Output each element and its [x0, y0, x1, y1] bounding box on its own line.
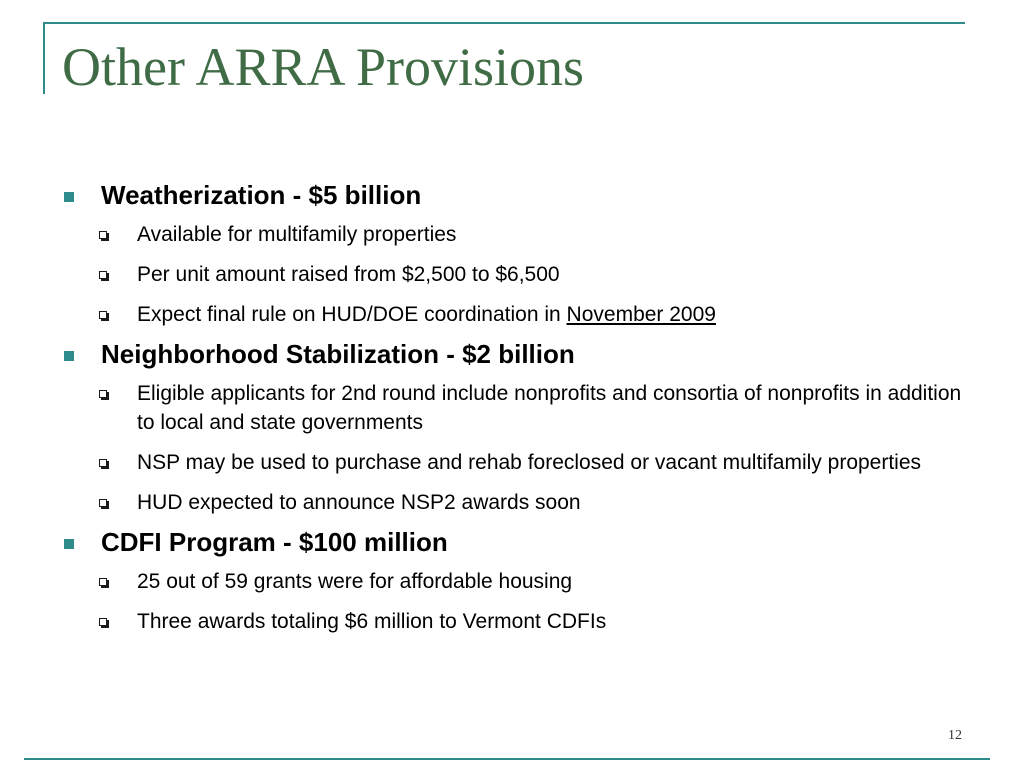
list-item [0, 220, 1024, 249]
section-weatherization [0, 178, 1024, 329]
list-item [0, 448, 1024, 477]
section-heading [0, 525, 1024, 559]
square-bullet-icon [64, 351, 74, 361]
list-item-text: Eligible applicants for 2nd round include nonprofits and consortia of nonprofits in addition to local and state governments [137, 382, 962, 434]
list-item-text: HUD expected to announce NSP2 awards soon [137, 491, 581, 514]
section-heading [0, 178, 1024, 212]
list-item-text: 25 out of 59 grants were for affordable housing [137, 570, 573, 593]
checkbox-bullet-icon [99, 618, 107, 626]
checkbox-bullet-icon [99, 459, 107, 467]
checkbox-bullet-icon [99, 271, 107, 279]
list-item-text: NSP may be used to purchase and rehab foreclosed or vacant multifamily properties [137, 451, 922, 474]
square-bullet-icon [64, 539, 74, 549]
section-neighborhood-stabilization [0, 337, 1024, 517]
left-frame-line [43, 22, 45, 94]
list-item-text: Available for multifamily properties [137, 223, 457, 246]
square-bullet-icon [64, 192, 74, 202]
sub-list [0, 567, 1024, 636]
top-frame-line [43, 22, 965, 24]
list-item-text: Three awards totaling $6 million to Vermont CDFIs [137, 610, 607, 633]
section-heading-text: CDFI Program - $100 million [101, 527, 448, 557]
list-item [0, 379, 1024, 437]
section-heading-text: Neighborhood Stabilization - $2 billion [101, 339, 575, 369]
checkbox-bullet-icon [99, 390, 107, 398]
slide-title: Other ARRA Provisions [62, 37, 585, 97]
checkbox-bullet-icon [99, 499, 107, 507]
date-link[interactable]: November 2009 [566, 303, 716, 326]
checkbox-bullet-icon [99, 578, 107, 586]
sub-list [0, 220, 1024, 329]
list-item [0, 260, 1024, 289]
slide-content [0, 178, 1024, 636]
list-item [0, 300, 1024, 329]
list-item [0, 567, 1024, 596]
list-item-text: Expect final rule on HUD/DOE coordination in [137, 303, 567, 326]
bottom-frame-line [24, 758, 990, 760]
section-heading-text: Weatherization - $5 billion [101, 180, 422, 210]
section-heading [0, 337, 1024, 371]
checkbox-bullet-icon [99, 311, 107, 319]
list-item-text: Per unit amount raised from $2,500 to $6,500 [137, 263, 560, 286]
checkbox-bullet-icon [99, 231, 107, 239]
sub-list [0, 379, 1024, 517]
page-number: 12 [948, 728, 962, 743]
list-item [0, 488, 1024, 517]
list-item [0, 607, 1024, 636]
section-cdfi-program [0, 525, 1024, 636]
